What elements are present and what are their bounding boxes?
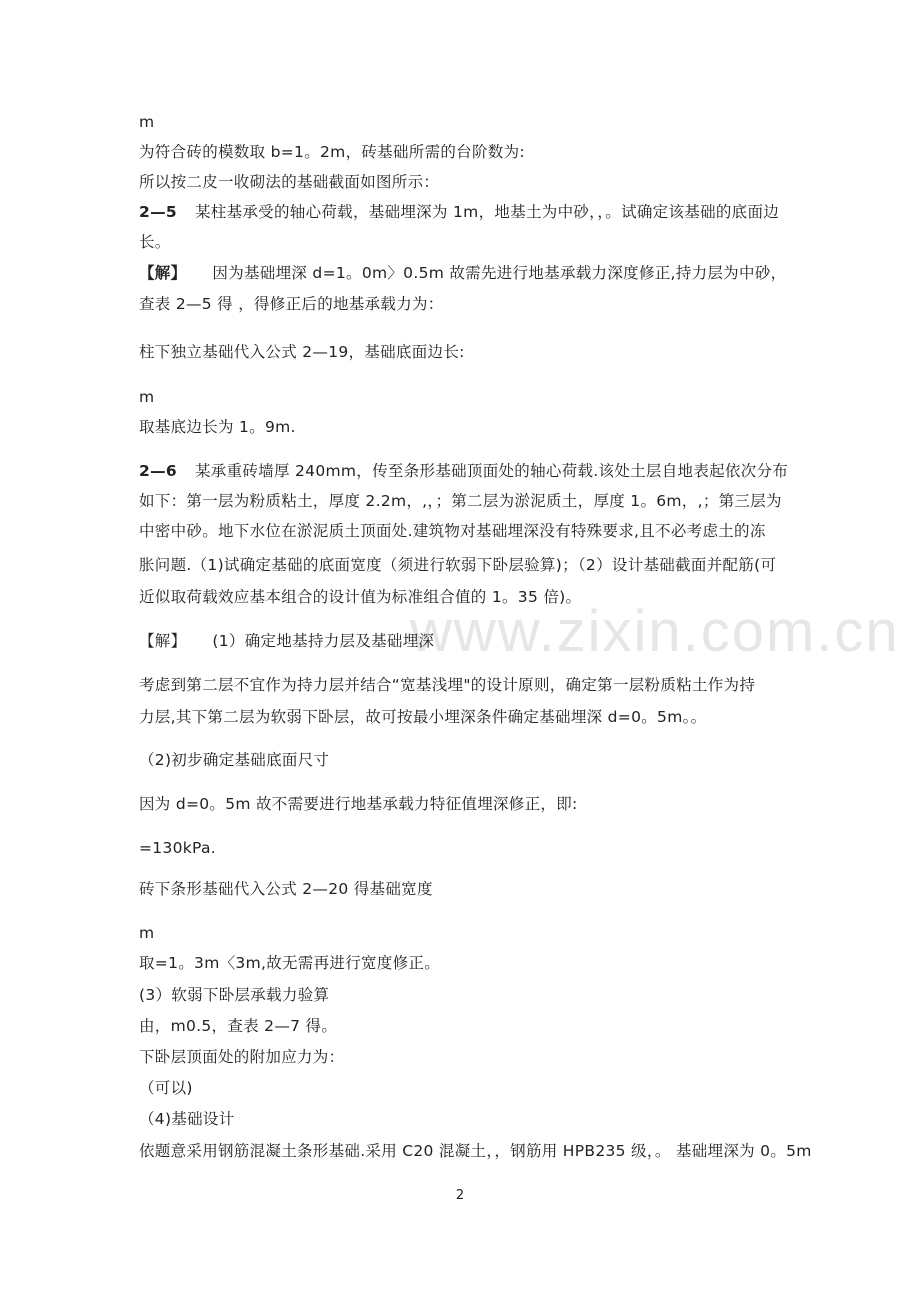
- text-line: 下卧层顶面处的附加应力为：: [139, 1048, 345, 1066]
- text-line: 为符合砖的模数取 b=1。2m，砖基础所需的台阶数为:: [139, 143, 525, 161]
- text-line: 柱下独立基础代入公式 2—19，基础底面边长:: [139, 343, 465, 361]
- text-line: 取基底边长为 1。9m.: [139, 418, 296, 436]
- text-line: m: [139, 113, 155, 131]
- problem-number: 2—6: [139, 462, 177, 480]
- text-line: =130kPa.: [139, 839, 217, 857]
- page-number: 2: [455, 1188, 465, 1203]
- problem-number: 2—5: [139, 203, 177, 221]
- text-line: （2)初步确定基础底面尺寸: [139, 751, 330, 769]
- problem-2-6-line: [139, 460, 788, 482]
- solution-line: [139, 630, 434, 652]
- text-line: 胀问题.（1)试确定基础的底面宽度（须进行软弱下卧层验算)；（2）设计基础截面并配筋(可: [139, 556, 777, 574]
- text-line: （可以): [139, 1079, 193, 1097]
- text-line: 所以按二皮一收砌法的基础截面如图所示：: [139, 173, 440, 191]
- text-line: 由，m0.5，查表 2—7 得。: [139, 1017, 338, 1035]
- solution-line: [139, 262, 786, 284]
- solution-text: (1）确定地基持力层及基础埋深: [212, 632, 435, 650]
- text-line: 力层,其下第二层为软弱下卧层，故可按最小埋深条件确定基础埋深 d=0。5m。。: [139, 708, 707, 726]
- text-line: m: [139, 388, 155, 406]
- text-line: 长。: [139, 233, 171, 251]
- problem-text: 某承重砖墙厚 240mm，传至条形基础顶面处的轴心荷载.该处土层自地表起依次分布: [194, 462, 789, 480]
- text-line: 查表 2—5 得 ，得修正后的地基承载力为：: [139, 295, 444, 313]
- problem-text: 某柱基承受的轴心荷载，基础埋深为 1m，地基土为中砂，，。试确定该基础的底面边: [194, 203, 780, 221]
- text-line: 依题意采用钢筋混凝土条形基础.采用 C20 混凝土，，钢筋用 HPB235 级，。 基础埋深为 0。5m: [139, 1142, 812, 1160]
- solution-tag: 【解】: [139, 264, 187, 282]
- text-line: 中密中砂。地下水位在淤泥质土顶面处.建筑物对基础埋深没有特殊要求,且不必考虑土的冻: [139, 522, 766, 540]
- solution-text: 因为基础埋深 d=1。0m〉0.5m 故需先进行地基承载力深度修正,持力层为中砂，: [212, 264, 787, 282]
- text-line: （4)基础设计: [139, 1110, 235, 1128]
- text-line: (3）软弱下卧层承载力验算: [139, 986, 330, 1004]
- text-line: 考虑到第二层不宜作为持力层并结合“宽基浅埋"的设计原则，确定第一层粉质粘土作为持: [139, 676, 756, 694]
- text-line: m: [139, 924, 155, 942]
- watermark: www.zixin.com.cn: [410, 599, 900, 664]
- text-line: 取=1。3m〈3m,故无需再进行宽度修正。: [139, 954, 440, 972]
- text-line: 砖下条形基础代入公式 2—20 得基础宽度: [139, 880, 433, 898]
- text-line: 如下：第一层为粉质粘土，厚度 2.2m，,，；第二层为淤泥质土，厚度 1。6m，,；第三层为: [139, 492, 782, 510]
- problem-2-5-line: [139, 201, 779, 223]
- text-line: 因为 d=0。5m 故不需要进行地基承载力特征值埋深修正，即:: [139, 795, 578, 813]
- solution-tag: 【解】: [139, 632, 187, 650]
- text-line: 近似取荷载效应基本组合的设计值为标准组合值的 1。35 倍)。: [139, 588, 582, 606]
